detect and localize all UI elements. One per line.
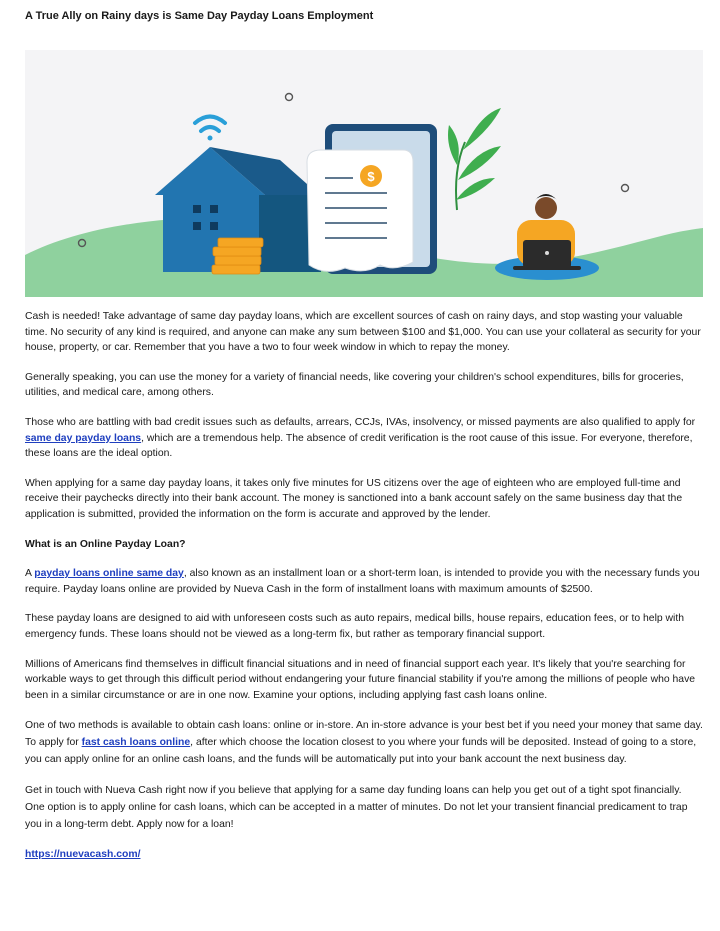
section-heading: What is an Online Payday Loan? — [25, 538, 186, 550]
paragraph — [25, 566, 703, 597]
ring-decoration — [286, 94, 293, 101]
text-span: , after which choose the location closest to you where your funds will be deposited. Instead of going to a store, you can apply online for an online cash loans, and the funds will be automatically put into your bank account the next business day. — [25, 737, 697, 766]
leaf-icon — [448, 108, 501, 210]
coin-symbol: $ — [367, 169, 375, 184]
text-span: Those who are battling with bad credit issues such as defaults, arrears, CCJs, IVAs, insolvency, or missed payments are also qualified to apply for — [25, 416, 696, 428]
text-span: , also known as an installment loan or a short-term loan, is intended to provide you with the necessary funds you require. Payday loans online are provided by Nueva Cash in the form of installment loans with maximum amounts of $2500. — [25, 568, 700, 595]
article-body — [25, 309, 703, 877]
paragraph: Get in touch with Nueva Cash right now if you believe that applying for a same day funding loans can help you get out of a tight spot financially. One option is to apply online for cash loans, which can be accepted in a matter of minutes. Do not let your transient financial predicament to trap you in a long-term debt. Apply now for a loan! — [25, 785, 688, 831]
coin-stack-icon — [212, 238, 263, 274]
text-span: A — [25, 568, 35, 580]
same-day-payday-loans-link[interactable]: same day payday loans — [25, 432, 142, 444]
paragraph: Cash is needed! Take advantage of same day payday loans, which are excellent sources of cash on rainy days, and stop wasting your valuable time. No security of any kind is required, and anyone can make any sum between $100 and $1,000. You can use your collateral as security for your house, property, or car. Remember that you have a two to four week window in which to repay the money. — [25, 311, 701, 354]
text-span: , which are a tremendous help. The absence of credit verification is the root cause of this issue. For everyone, therefore, these loans are the ideal option. — [25, 432, 693, 460]
person-with-laptop-icon — [495, 194, 599, 280]
dollar-coin-icon — [360, 165, 382, 187]
nuevacash-site-link[interactable]: https://nuevacash.com/ — [25, 849, 141, 861]
paragraph: These payday loans are designed to aid with unforeseen costs such as auto repairs, medical bills, house repairs, education fees, or to help with emergency funds. These loans should not be viewed as a long-term fix, but rather as temporary financial support. — [25, 613, 685, 640]
wifi-icon — [195, 117, 225, 141]
paragraph — [25, 415, 703, 462]
text-span: One of two methods is available to obtain cash loans: online or in-store. An in-store advance is your best bet if you need your money that same day. To apply for — [25, 720, 703, 749]
paragraph: Millions of Americans find themselves in difficult financial situations and in need of financial support each year. It's likely that you're searching for workable ways to get through this difficult period without endangering your future financial stability if you're among the millions of people who have been in a similar circumstance or are in one now. Examine your options, including applying fast cash loans online. — [25, 658, 696, 701]
paragraph: When applying for a same day payday loans, it takes only five minutes for US citizens over the age of eighteen who are employed full-time and receive their paychecks directly into their bank account. The money is sanctioned into a bank account safely on the same business day that the application is submitted, provided the information on the form is accurate and approved by the lender. — [25, 477, 683, 520]
fast-cash-loans-online-link[interactable]: fast cash loans online — [81, 737, 191, 749]
ring-decoration — [622, 185, 629, 192]
hero-illustration — [25, 50, 703, 297]
receipt-icon — [307, 150, 413, 271]
payday-loans-online-same-day-link[interactable]: payday loans online same day — [34, 568, 184, 580]
paragraph: Generally speaking, you can use the money for a variety of financial needs, like covering your children's school expenditures, bills for groceries, utilities, and medical care, among others. — [25, 371, 684, 399]
page-title: A True Ally on Rainy days is Same Day Payday Loans Employment — [25, 10, 374, 22]
paragraph — [25, 847, 703, 863]
paragraph — [25, 717, 703, 768]
